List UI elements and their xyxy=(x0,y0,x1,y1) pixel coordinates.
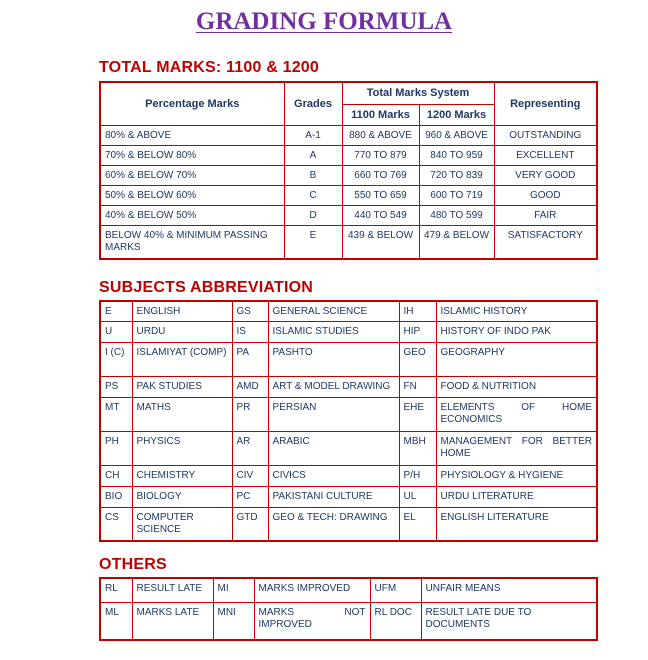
subject-name: FOOD & NUTRITION xyxy=(436,376,597,397)
subject-name: URDU xyxy=(132,321,232,342)
representing-cell: FAIR xyxy=(494,205,597,225)
subject-name: GEOGRAPHY xyxy=(436,342,597,376)
subject-abbr: PH xyxy=(100,431,132,465)
marks-1100-cell: 550 TO 659 xyxy=(342,185,419,205)
others-name: UNFAIR MEANS xyxy=(421,578,597,602)
marks-1200-cell: 480 TO 599 xyxy=(419,205,494,225)
grade-cell: C xyxy=(284,185,342,205)
table-row xyxy=(100,125,597,145)
subject-name: CIVICS xyxy=(268,465,399,486)
subject-name: PHYSICS xyxy=(132,431,232,465)
others-abbr: RL DOC xyxy=(370,602,421,640)
marks-1200-cell: 840 TO 959 xyxy=(419,145,494,165)
grading-heading: TOTAL MARKS: 1100 & 1200 xyxy=(99,59,319,76)
others-heading: OTHERS xyxy=(99,556,167,573)
subject-name: ELEMENTS OF HOME ECONOMICS xyxy=(436,397,597,431)
representing-cell: VERY GOOD xyxy=(494,165,597,185)
grade-cell: A-1 xyxy=(284,125,342,145)
subject-name: ISLAMIYAT (COMP) xyxy=(132,342,232,376)
subject-name: CHEMISTRY xyxy=(132,465,232,486)
subject-abbr: IH xyxy=(399,301,436,321)
subject-abbr: BIO xyxy=(100,486,132,507)
grade-cell: A xyxy=(284,145,342,165)
subject-name: MATHS xyxy=(132,397,232,431)
table-row xyxy=(100,225,597,259)
subject-abbr: CIV xyxy=(232,465,268,486)
subject-name: ENGLISH LITERATURE xyxy=(436,507,597,541)
others-abbr: RL xyxy=(100,578,132,602)
percentage-cell: 70% & BELOW 80% xyxy=(100,145,284,165)
grade-cell: E xyxy=(284,225,342,259)
grade-cell: B xyxy=(284,165,342,185)
subject-name: PHYSIOLOGY & HYGIENE xyxy=(436,465,597,486)
others-abbr: MNI xyxy=(213,602,254,640)
table-row xyxy=(100,165,597,185)
percentage-cell: 80% & ABOVE xyxy=(100,125,284,145)
subject-name: COMPUTER SCIENCE xyxy=(132,507,232,541)
representing-cell: SATISFACTORY xyxy=(494,225,597,259)
header-percentage: Percentage Marks xyxy=(100,82,284,125)
marks-1100-cell: 770 TO 879 xyxy=(342,145,419,165)
grade-cell: D xyxy=(284,205,342,225)
marks-1100-cell: 440 TO 549 xyxy=(342,205,419,225)
header-1100-marks: 1100 Marks xyxy=(342,104,419,125)
subject-name: ARABIC xyxy=(268,431,399,465)
grading-table xyxy=(99,81,598,260)
table-row xyxy=(100,321,597,342)
others-abbr: UFM xyxy=(370,578,421,602)
table-row xyxy=(100,145,597,165)
others-abbr: ML xyxy=(100,602,132,640)
subject-abbr: MBH xyxy=(399,431,436,465)
marks-1200-cell: 720 TO 839 xyxy=(419,165,494,185)
table-row xyxy=(100,185,597,205)
subject-abbr: AMD xyxy=(232,376,268,397)
others-table xyxy=(99,577,598,641)
subject-abbr: IS xyxy=(232,321,268,342)
marks-1200-cell: 960 & ABOVE xyxy=(419,125,494,145)
subject-abbr: P/H xyxy=(399,465,436,486)
table-row xyxy=(100,376,597,397)
header-representing: Representing xyxy=(494,82,597,125)
table-row xyxy=(100,205,597,225)
representing-cell: GOOD xyxy=(494,185,597,205)
subjects-table xyxy=(99,300,598,542)
subject-name: URDU LITERATURE xyxy=(436,486,597,507)
marks-1100-cell: 660 TO 769 xyxy=(342,165,419,185)
others-name: RESULT LATE xyxy=(132,578,213,602)
marks-1100-cell: 439 & BELOW xyxy=(342,225,419,259)
subject-abbr: GTD xyxy=(232,507,268,541)
subject-name: GENERAL SCIENCE xyxy=(268,301,399,321)
subject-abbr: E xyxy=(100,301,132,321)
table-row xyxy=(100,578,597,602)
marks-1200-cell: 600 TO 719 xyxy=(419,185,494,205)
marks-1100-cell: 880 & ABOVE xyxy=(342,125,419,145)
subject-name: ENGLISH xyxy=(132,301,232,321)
subject-name: MANAGEMENT FOR BETTER HOME xyxy=(436,431,597,465)
representing-cell: EXCELLENT xyxy=(494,145,597,165)
representing-cell: OUTSTANDING xyxy=(494,125,597,145)
percentage-cell: 50% & BELOW 60% xyxy=(100,185,284,205)
others-name: RESULT LATE DUE TO DOCUMENTS xyxy=(421,602,597,640)
others-name: MARKS LATE xyxy=(132,602,213,640)
subject-abbr: GS xyxy=(232,301,268,321)
subject-name: PAKISTANI CULTURE xyxy=(268,486,399,507)
subject-abbr: AR xyxy=(232,431,268,465)
subject-abbr: PC xyxy=(232,486,268,507)
subject-abbr: I (C) xyxy=(100,342,132,376)
subject-abbr: FN xyxy=(399,376,436,397)
percentage-cell: BELOW 40% & MINIMUM PASSING MARKS xyxy=(100,225,284,259)
subject-abbr: CS xyxy=(100,507,132,541)
subject-name: PAK STUDIES xyxy=(132,376,232,397)
table-row xyxy=(100,301,597,321)
table-row xyxy=(100,602,597,640)
subject-abbr: UL xyxy=(399,486,436,507)
subject-abbr: EL xyxy=(399,507,436,541)
percentage-cell: 60% & BELOW 70% xyxy=(100,165,284,185)
subject-name: ISLAMIC HISTORY xyxy=(436,301,597,321)
percentage-cell: 40% & BELOW 50% xyxy=(100,205,284,225)
table-row xyxy=(100,397,597,431)
table-row xyxy=(100,507,597,541)
subject-abbr: HIP xyxy=(399,321,436,342)
subject-abbr: EHE xyxy=(399,397,436,431)
subject-abbr: PR xyxy=(232,397,268,431)
table-row xyxy=(100,431,597,465)
table-row xyxy=(100,486,597,507)
header-total-marks-system: Total Marks System xyxy=(342,82,494,104)
subject-name: BIOLOGY xyxy=(132,486,232,507)
marks-1200-cell: 479 & BELOW xyxy=(419,225,494,259)
subject-abbr: GEO xyxy=(399,342,436,376)
subject-name: GEO & TECH: DRAWING xyxy=(268,507,399,541)
subject-abbr: PA xyxy=(232,342,268,376)
subject-abbr: PS xyxy=(100,376,132,397)
subject-name: PASHTO xyxy=(268,342,399,376)
subject-name: ART & MODEL DRAWING xyxy=(268,376,399,397)
subject-abbr: CH xyxy=(100,465,132,486)
header-grades: Grades xyxy=(284,82,342,125)
header-1200-marks: 1200 Marks xyxy=(419,104,494,125)
table-row xyxy=(100,465,597,486)
subjects-heading: SUBJECTS ABBREVIATION xyxy=(99,279,313,296)
subject-abbr: U xyxy=(100,321,132,342)
table-row xyxy=(100,342,597,376)
page-title: GRADING FORMULA xyxy=(195,8,453,35)
subject-name: ISLAMIC STUDIES xyxy=(268,321,399,342)
subject-name: PERSIAN xyxy=(268,397,399,431)
subject-abbr: MT xyxy=(100,397,132,431)
others-abbr: MI xyxy=(213,578,254,602)
subject-name: HISTORY OF INDO PAK xyxy=(436,321,597,342)
others-name: MARKS IMPROVED xyxy=(254,578,370,602)
others-name: MARKS NOT IMPROVED xyxy=(254,602,370,640)
